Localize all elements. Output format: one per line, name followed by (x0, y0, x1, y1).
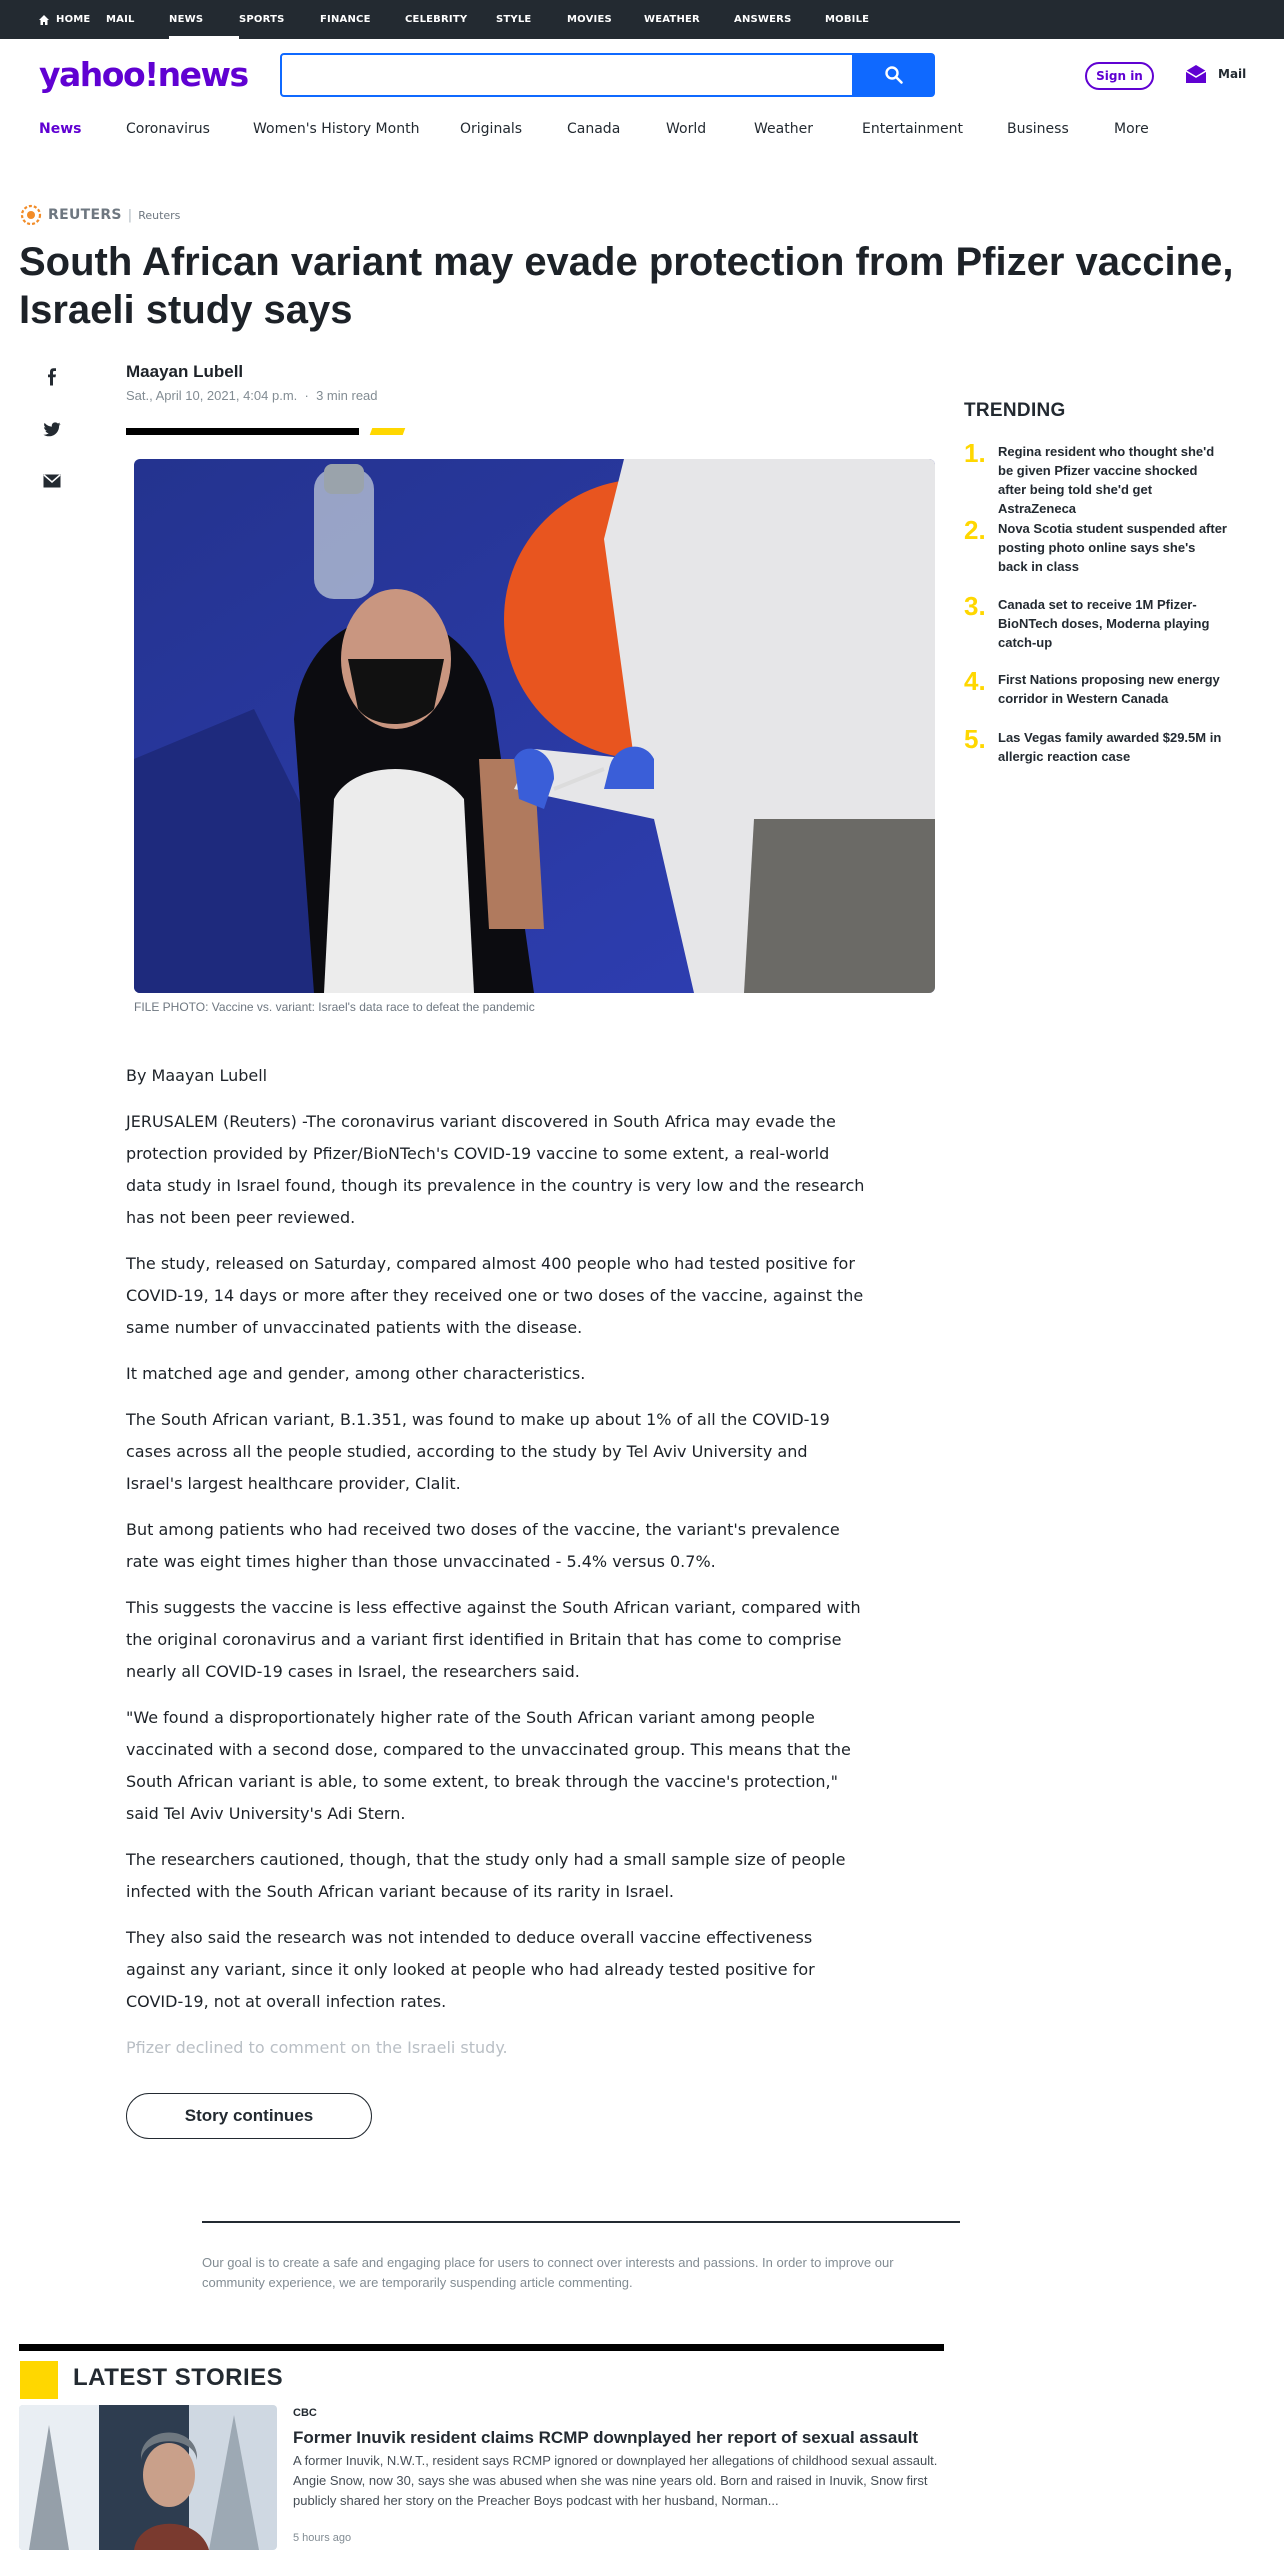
trending-link[interactable]: Regina resident who thought she'd be given Pfizer vaccine shocked after being told she'd get AstraZeneca (998, 444, 1215, 516)
topnav-news[interactable]: NEWS (169, 0, 239, 39)
mail-icon (1184, 63, 1208, 85)
subnav-world[interactable]: World (666, 121, 707, 137)
subnav-canada[interactable]: Canada (567, 121, 621, 137)
article-photo[interactable] (134, 459, 935, 993)
trending-heading: TRENDING (964, 400, 1066, 421)
trending-number: 2. (964, 515, 986, 545)
provider-label: Reuters (138, 208, 181, 222)
article-headline: South African variant may evade protection from Pfizer vaccine, Israeli study says (19, 240, 1234, 332)
article-paragraph: It matched age and gender, among other characteristics. (126, 1364, 586, 1383)
story-summary: A former Inuvik, N.W.T., resident says RCMP ignored or downplayed her allegations of childhood sexual assault. Angie Snow, now 30, says she was abused when she was nine years old. Born and raised in Inuvik, Snow first publicly shared her story on the Preacher Boys podcast with her husband, Norman... (293, 2453, 938, 2508)
article-paragraph: But among patients who had received two doses of the vaccine, the variant's prevalence rate was eight times higher than those unvaccinated - 5.4% versus 0.7%. (126, 1520, 840, 1571)
subnav-originals[interactable]: Originals (460, 121, 523, 137)
topnav-home[interactable] (38, 0, 106, 39)
home-icon (38, 14, 50, 26)
topnav-answers[interactable]: ANSWERS (734, 14, 792, 25)
latest-stories-rule (19, 2344, 944, 2351)
subnav-womens-history-month[interactable]: Women's History Month (253, 121, 420, 137)
email-icon (43, 474, 61, 488)
story-source: CBC (293, 2407, 317, 2419)
topnav-home-label: HOME (56, 14, 91, 25)
reuters-logo-icon (20, 204, 42, 226)
provider-name: REUTERS (48, 207, 122, 223)
share-twitter-button[interactable] (40, 417, 64, 441)
article-meta (126, 388, 378, 403)
topnav-finance[interactable]: FINANCE (320, 14, 371, 25)
subnav-business[interactable]: Business (1007, 121, 1069, 137)
share-facebook-button[interactable] (40, 365, 64, 389)
search-button[interactable] (853, 53, 935, 97)
share-email-button[interactable] (40, 469, 64, 493)
subnav-coronavirus[interactable]: Coronavirus (126, 121, 210, 137)
trending-link[interactable]: Nova Scotia student suspended after posting photo online says she's back in class (998, 521, 1227, 574)
story-thumbnail[interactable] (19, 2405, 277, 2550)
topnav-celebrity[interactable]: CELEBRITY (405, 14, 468, 25)
article-paragraph: By Maayan Lubell (126, 1066, 268, 1085)
article-paragraph: "We found a disproportionately higher rate of the South African variant among people vaccinated with a second dose, compared to the unvaccinated group. This means that the South African variant is able, to some extent, to break through the vaccine's protection," said Tel Aviv University's Adi Stern. (126, 1708, 851, 1823)
section-navigation (0, 111, 1284, 149)
topnav-mail[interactable]: MAIL (106, 14, 135, 25)
article-paragraph: JERUSALEM (Reuters) -The coronavirus variant discovered in South Africa may evade the protection provided by Pfizer/BioNTech's COVID-19 vaccine to some extent, a real-world data study in Israel found, though its prevalence in the country is very low and the research has not been peer reviewed. (126, 1112, 865, 1227)
twitter-icon (43, 422, 61, 437)
trending-link[interactable]: Canada set to receive 1M Pfizer-BioNTech doses, Moderna playing catch-up (998, 597, 1210, 650)
topnav-mobile[interactable]: MOBILE (825, 14, 870, 25)
story-title[interactable]: Former Inuvik resident claims RCMP downplayed her report of sexual assault (293, 2428, 919, 2447)
story-thumbnail-image (19, 2405, 277, 2550)
provider-separator: | (127, 207, 133, 223)
subnav-news[interactable]: News (39, 121, 82, 137)
topnav-weather[interactable]: WEATHER (644, 14, 700, 25)
trending-number: 4. (964, 666, 986, 696)
article-paragraph: The study, released on Saturday, compared almost 400 people who had tested positive for COVID-19, 14 days or more after they received one or two doses of the vaccine, against the same number of unvaccinated patients with the disease. (126, 1254, 864, 1337)
read-time: 3 min read (316, 388, 378, 403)
article-provider[interactable] (20, 204, 180, 226)
comments-suspended-note: Our goal is to create a safe and engaging place for users to connect over interests and passions. In order to improve our community experience, we are temporarily suspending article commenting. (202, 2255, 894, 2290)
meta-separator: · (300, 388, 313, 403)
vaccination-photo-image (134, 459, 935, 993)
article-body (126, 1060, 866, 2078)
trending-link[interactable]: Las Vegas family awarded $29.5M in allergic reaction case (998, 730, 1222, 764)
topnav-style[interactable]: STYLE (496, 14, 532, 25)
topnav-sports[interactable]: SPORTS (239, 14, 285, 25)
latest-stories-heading: LATEST STORIES (73, 2364, 284, 2391)
site-header (0, 39, 1284, 111)
photo-caption: FILE PHOTO: Vaccine vs. variant: Israel's data race to defeat the pandemic (134, 1000, 535, 1014)
subnav-more[interactable]: More (1114, 121, 1149, 137)
story-time: 5 hours ago (293, 2532, 352, 2544)
trending-link[interactable]: First Nations proposing new energy corridor in Western Canada (998, 672, 1220, 706)
subnav-entertainment[interactable]: Entertainment (862, 121, 964, 137)
author-name[interactable]: Maayan Lubell (126, 362, 244, 381)
byline-rule (126, 428, 359, 435)
topnav-movies[interactable]: MOVIES (567, 14, 612, 25)
trending-number: 5. (964, 724, 986, 754)
article-paragraph: The South African variant, B.1.351, was found to make up about 1% of all the COVID-19 cases across all the people studied, according to the study by Tel Aviv University and Israel's largest healthcare provider, Clalit. (126, 1410, 830, 1493)
latest-stories-badge (20, 2361, 58, 2399)
trending-number: 1. (964, 438, 986, 468)
article-paragraph: The researchers cautioned, though, that the study only had a small sample size of people infected with the South African variant because of its rarity in Israel. (126, 1850, 846, 1901)
byline-accent (370, 428, 406, 435)
subnav-weather[interactable]: Weather (754, 121, 813, 137)
facebook-icon (46, 368, 58, 386)
trending-number: 3. (964, 591, 986, 621)
search-input[interactable] (282, 55, 852, 95)
top-navigation-bar (0, 0, 1284, 39)
sign-in-button[interactable]: Sign in (1085, 62, 1154, 90)
comments-divider (202, 2221, 960, 2223)
article-paragraph-faded: Pfizer declined to comment on the Israeli study. (126, 2038, 508, 2057)
search-icon (884, 65, 904, 85)
publish-date: Sat., April 10, 2021, 4:04 p.m. (126, 388, 298, 403)
search-box[interactable] (280, 53, 854, 97)
story-continues-button[interactable]: Story continues (126, 2093, 372, 2139)
mail-link[interactable] (1184, 63, 1246, 85)
mail-label: Mail (1218, 67, 1247, 81)
article-paragraph: They also said the research was not intended to deduce overall vaccine effectiveness against any variant, since it only looked at people who had already tested positive for COVID-19, not at overall infection rates. (126, 1928, 815, 2011)
article-paragraph: This suggests the vaccine is less effective against the South African variant, compared with the original coronavirus and a variant first identified in Britain that has come to comprise nearly all COVID-19 cases in Israel, the researchers said. (126, 1598, 861, 1681)
yahoo-news-logo[interactable]: yahoo!news (39, 55, 248, 94)
